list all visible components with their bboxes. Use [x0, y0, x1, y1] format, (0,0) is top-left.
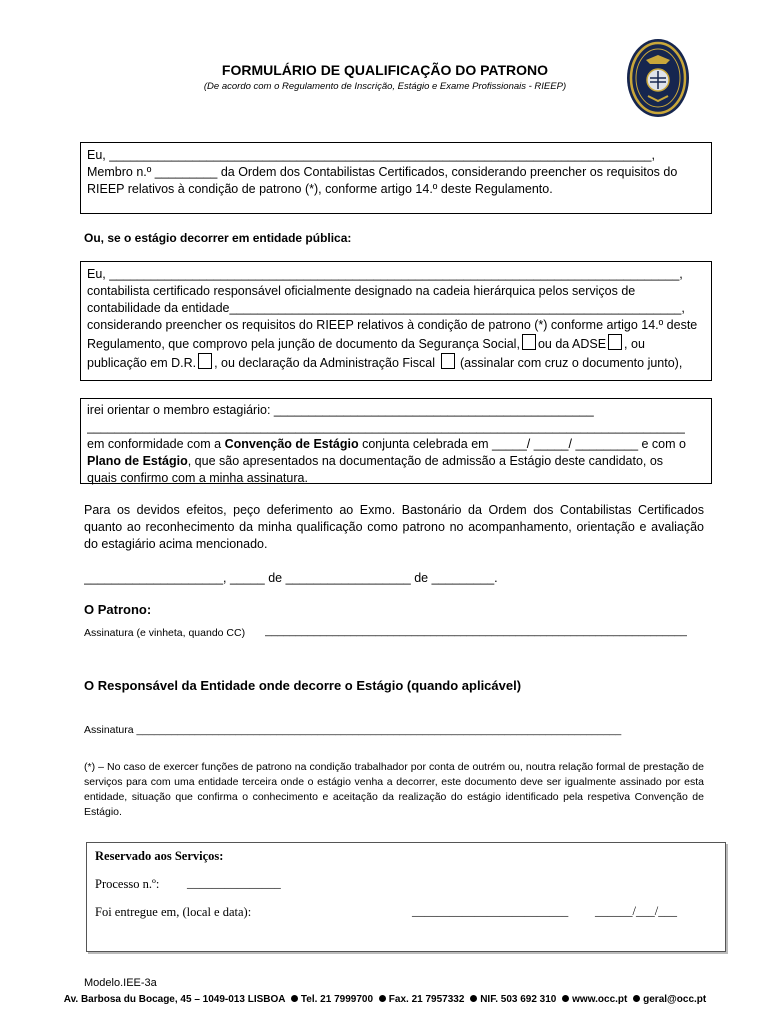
- bullet-icon: [562, 995, 569, 1002]
- plan-name: Plano de Estágio: [87, 454, 188, 468]
- fiscal-label: , ou declaração da Administração Fiscal: [214, 356, 436, 370]
- public-entity-box: [80, 261, 712, 381]
- bullet-icon: [379, 995, 386, 1002]
- entregue-date-field[interactable]: ______/___/___: [595, 904, 677, 918]
- convention-name: Convenção de Estágio: [224, 437, 359, 451]
- publication-line: [87, 353, 705, 372]
- requirements-line: considerando preencher os requisitos do RIEEP relativos à condição de patrono (*) conforme artigo 14.º deste: [87, 318, 698, 332]
- footer: [0, 994, 770, 1005]
- bullet-icon: [291, 995, 298, 1002]
- patrono-signature-label: Assinatura (e vinheta, quando CC): [84, 627, 246, 639]
- proof-text: Regulamento, que comprovo pela junção de documento da Segurança Social,: [87, 337, 520, 351]
- trainee-line-2[interactable]: ______________________________________________________________________________________: [87, 420, 685, 434]
- trainee-line[interactable]: irei orientar o membro estagiário: ______________________________________________: [87, 403, 594, 417]
- processo-field[interactable]: _______________: [187, 876, 281, 890]
- public-entity-heading: Ou, se o estágio decorrer em entidade pública:: [84, 231, 352, 245]
- request-paragraph: Para os devidos efeitos, peço deferimento ao Exmo. Bastonário da Ordem dos Contabilistas Certificados quanto ao reconhecimento da minha qualificação como patrono no acompanhamento, orientação e avaliação do estagiário acima mencionado.: [84, 503, 704, 551]
- reserved-heading: Reservado aos Serviços:: [95, 849, 224, 863]
- footer-nif: NIF. 503 692 310: [480, 994, 557, 1005]
- form-title: FORMULÁRIO DE QUALIFICAÇÃO DO PATRONO: [221, 62, 549, 78]
- form-subtitle: (De acordo com o Regulamento de Inscrição, Estágio e Exame Profissionais - RIEEP): [203, 81, 567, 92]
- convention-date[interactable]: conjunta celebrada em _____/ _____/ _________ e com o: [358, 437, 686, 451]
- fiscal-checkbox[interactable]: [441, 353, 455, 369]
- occ-seal-logo: [626, 38, 690, 118]
- social-security-checkbox[interactable]: [522, 334, 536, 350]
- member-declaration-box: [80, 142, 712, 214]
- reserved-services-box: [86, 842, 726, 952]
- responsavel-signature-line[interactable]: Assinatura ___________________________________________________________________________________: [84, 724, 622, 736]
- footer-tel: Tel. 21 7999700: [300, 994, 374, 1005]
- model-code: Modelo.IEE-3a: [84, 977, 157, 989]
- bullet-icon: [633, 995, 640, 1002]
- confirm-line: quais confirmo com a minha assinatura.: [87, 471, 308, 485]
- public-name-line[interactable]: Eu, __________________________________________________________________________________,: [87, 267, 683, 281]
- adse-label: ou da ADSE: [537, 337, 607, 351]
- trainee-box: [80, 398, 712, 484]
- entity-line[interactable]: contabilidade da entidade_________________________________________________________________,: [87, 301, 685, 315]
- patrono-signature-line[interactable]: _____________________________________________________________________: [265, 625, 688, 637]
- footer-fax: Fax. 21 7957332: [388, 994, 465, 1005]
- plan-line: [87, 453, 705, 470]
- footer-web[interactable]: www.occ.pt: [572, 994, 628, 1005]
- proof-line: [87, 334, 705, 353]
- name-line[interactable]: Eu, ______________________________________________________________________________,: [87, 148, 655, 162]
- processo-label: Processo n.º:: [95, 877, 160, 891]
- or-label: , ou: [624, 337, 645, 351]
- convention-line: [87, 436, 705, 453]
- plan-text: , que são apresentados na documentação de admissão a Estágio deste candidato, os: [187, 454, 664, 468]
- date-line[interactable]: ____________________, _____ de __________________ de _________.: [84, 571, 498, 585]
- footnote: (*) – No caso de exercer funções de patrono na condição trabalhador por conta de outrém ou, noutra relação formal de prestação de serviços para com uma entidade terceira onde o estágio venha a decorrer, este documento deve ser igualmente assinado por esta entidade, situação que confirma o conhecimento e aceitação da realização do estágio identificado pela respetiva Convenção de Estágio.: [84, 761, 704, 818]
- dr-checkbox[interactable]: [198, 353, 212, 369]
- convention-prefix: em conformidade com a: [87, 437, 225, 451]
- responsibility-line: contabilista certificado responsável oficialmente designado na cadeia hierárquica pelos serviços de: [87, 284, 636, 298]
- adse-checkbox[interactable]: [608, 334, 622, 350]
- bullet-icon: [470, 995, 477, 1002]
- member-number-line[interactable]: Membro n.º _________ da Ordem dos Contabilistas Certificados, considerando preencher os requisitos do: [87, 165, 678, 179]
- responsavel-heading: O Responsável da Entidade onde decorre o Estágio (quando aplicável): [84, 678, 522, 693]
- entregue-field[interactable]: _________________________: [412, 904, 569, 918]
- footer-address: Av. Barbosa du Bocage, 45 – 1049-013 LISBOA: [63, 994, 286, 1005]
- patrono-heading: O Patrono:: [84, 602, 152, 617]
- dr-label: publicação em D.R.: [87, 356, 197, 370]
- footer-email[interactable]: geral@occ.pt: [643, 994, 707, 1005]
- entregue-label: Foi entregue em, (local e data):: [95, 905, 252, 919]
- rieep-line: RIEEP relativos à condição de patrono (*), conforme artigo 14.º deste Regulamento.: [87, 182, 553, 196]
- mark-instruction: (assinalar com cruz o documento junto),: [460, 356, 683, 370]
